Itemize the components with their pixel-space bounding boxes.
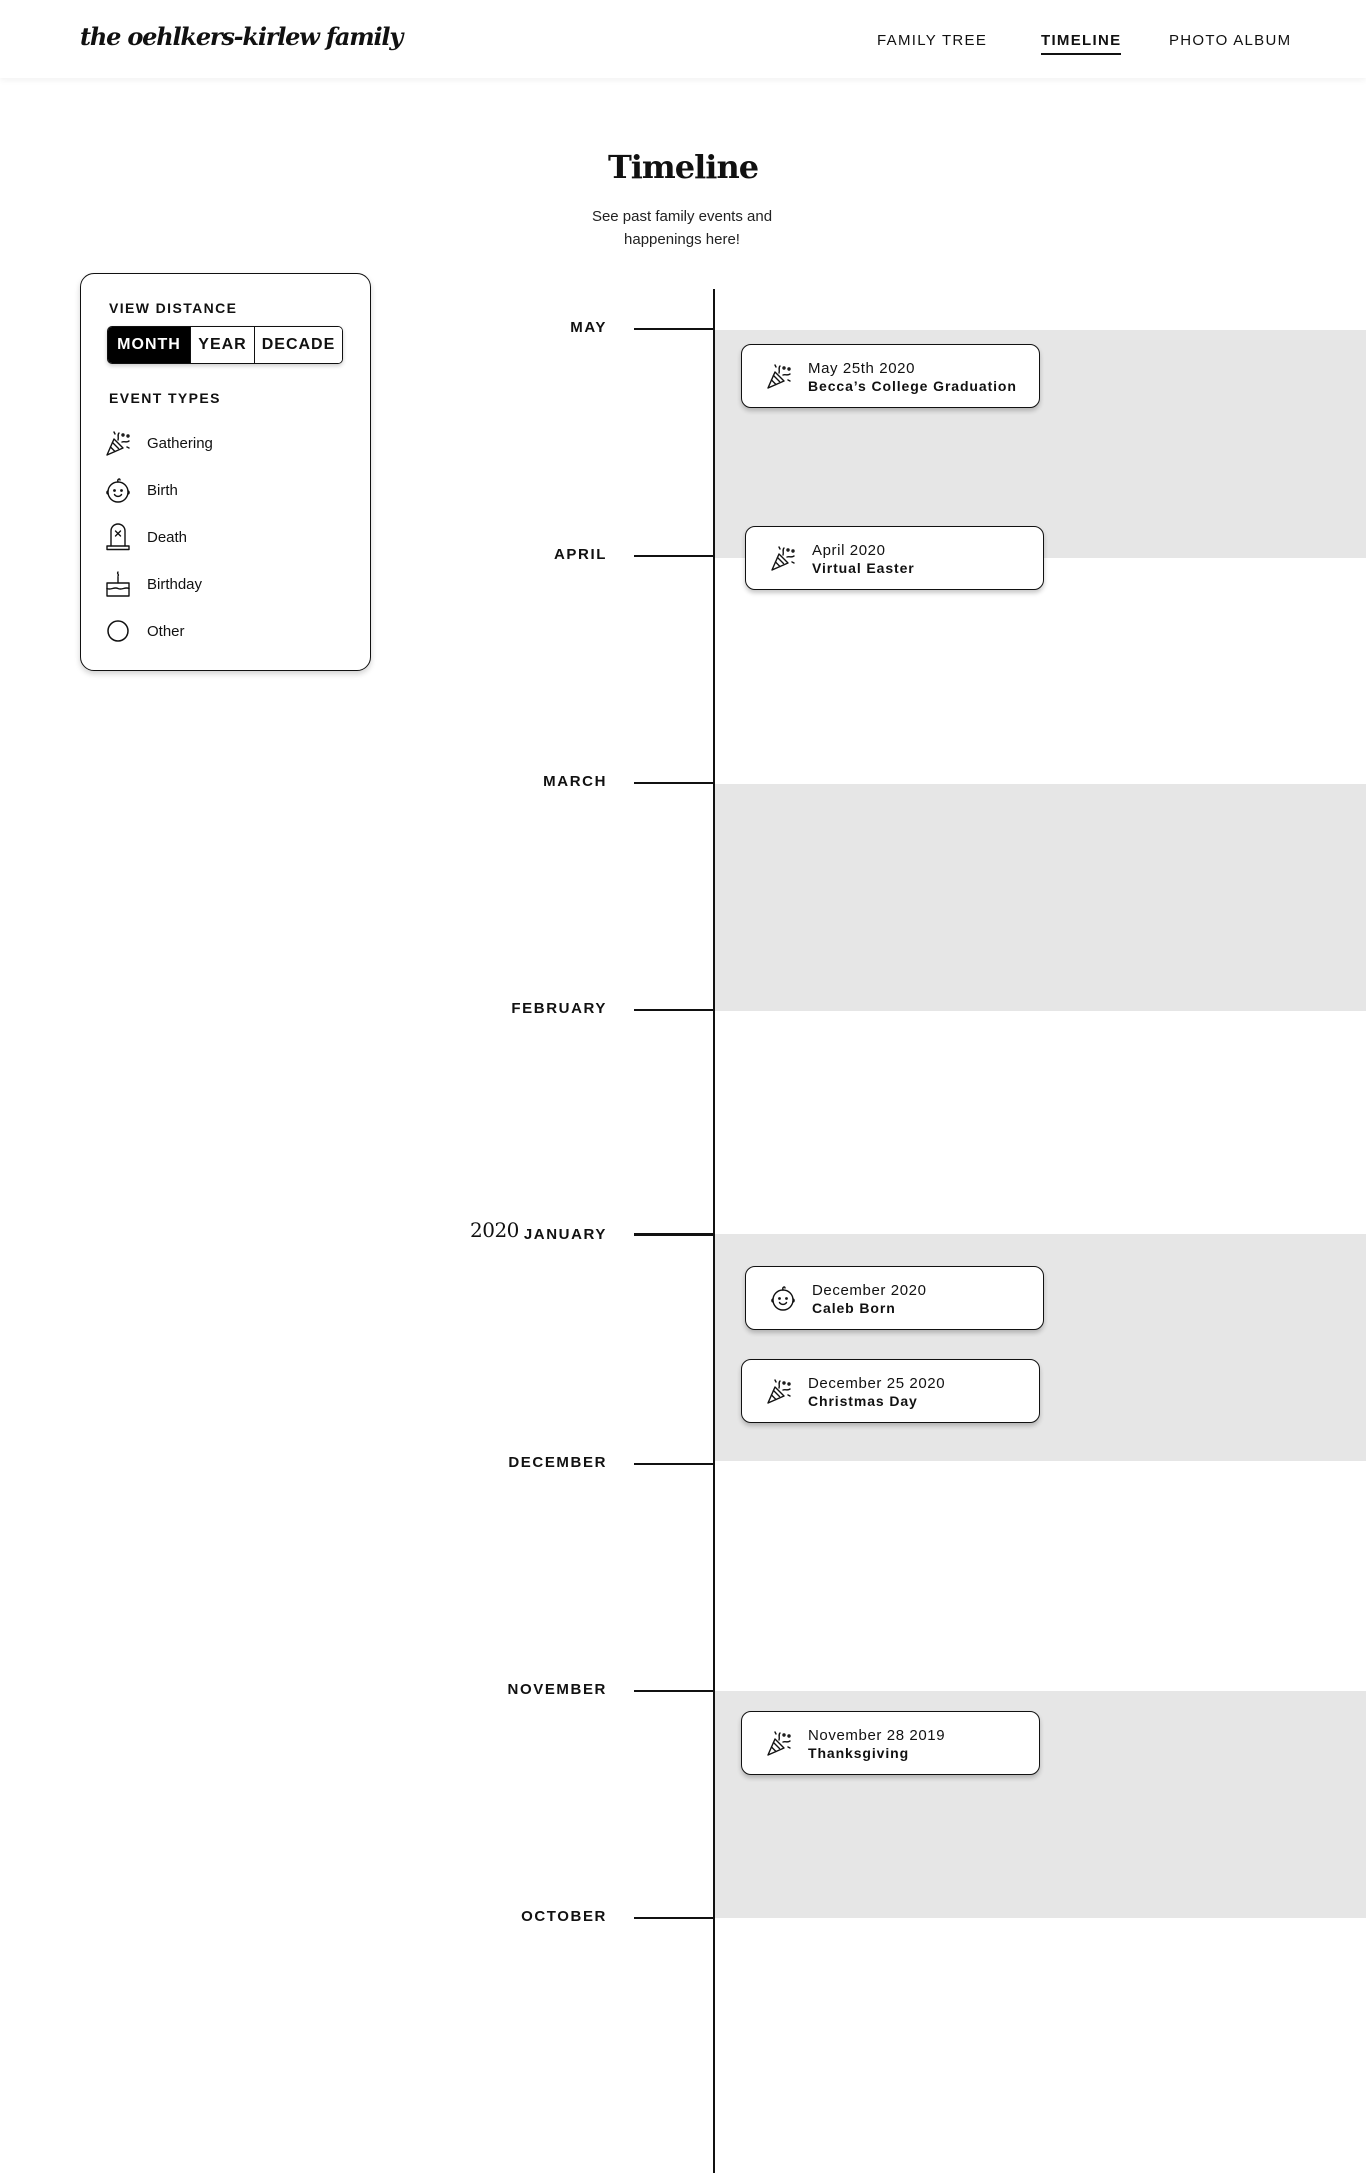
event-card-caleb-born[interactable]	[745, 1266, 1044, 1330]
view-decade-button[interactable]: DECADE	[254, 327, 342, 363]
year-label: 2020	[470, 1218, 519, 1242]
event-title: Christmas Day	[808, 1393, 918, 1409]
event-card-virtual-easter[interactable]	[745, 526, 1044, 590]
event-title: Caleb Born	[812, 1300, 896, 1316]
view-distance-heading: VIEW DISTANCE	[109, 300, 238, 316]
event-date: April 2020	[812, 542, 886, 559]
party-popper-icon	[768, 543, 798, 573]
event-date: December 2020	[812, 1282, 927, 1299]
party-popper-icon	[764, 1728, 794, 1758]
month-label-november: NOVEMBER	[507, 1681, 607, 1698]
legend-death[interactable]	[103, 520, 187, 554]
site-header	[0, 0, 1366, 78]
month-tick	[634, 1690, 714, 1692]
event-card-graduation[interactable]	[741, 344, 1040, 408]
page-subtitle: See past family events and happenings here!	[591, 208, 773, 248]
legend-birthday[interactable]	[103, 567, 202, 601]
event-title: Virtual Easter	[812, 560, 915, 576]
month-tick	[634, 555, 714, 557]
legend-death-label: Death	[147, 528, 188, 546]
nav-photo-album[interactable]: PHOTO ALBUM	[1169, 32, 1292, 49]
legend-birth-label: Birth	[147, 481, 178, 499]
event-date: December 25 2020	[808, 1375, 946, 1392]
month-label-may: MAY	[570, 319, 607, 336]
month-tick	[634, 1009, 714, 1011]
month-label-february: FEBRUARY	[511, 1000, 607, 1017]
month-tick	[634, 1917, 714, 1919]
legend-gathering-label: Gathering	[147, 434, 213, 452]
legend-birth[interactable]	[103, 473, 178, 507]
baby-face-icon	[768, 1283, 798, 1313]
month-label-march: MARCH	[543, 773, 607, 790]
event-title: Becca’s College Graduation	[808, 378, 1017, 394]
month-tick	[634, 328, 714, 330]
legend-other[interactable]	[103, 614, 185, 648]
event-title: Thanksgiving	[808, 1745, 910, 1761]
legend-birthday-label: Birthday	[147, 575, 203, 593]
nav-family-tree[interactable]: FAMILY TREE	[877, 32, 988, 49]
filter-panel	[80, 273, 371, 671]
event-types-heading: EVENT TYPES	[109, 390, 221, 406]
baby-face-icon	[103, 475, 133, 505]
month-label-october: OCTOBER	[521, 1908, 607, 1925]
month-band-march	[714, 784, 1366, 1011]
legend-other-label: Other	[147, 622, 185, 640]
legend-gathering[interactable]	[103, 426, 213, 460]
gravestone-icon	[103, 522, 133, 552]
circle-icon	[103, 616, 133, 646]
year-tick	[634, 1233, 714, 1236]
event-date: May 25th 2020	[808, 360, 916, 377]
month-tick	[634, 1463, 714, 1465]
cake-icon	[103, 569, 133, 599]
party-popper-icon	[103, 428, 133, 458]
month-label-april: APRIL	[554, 546, 607, 563]
nav-timeline[interactable]: TIMELINE	[1041, 32, 1121, 55]
month-label-december: DECEMBER	[508, 1454, 607, 1471]
view-month-button[interactable]: MONTH	[108, 327, 190, 363]
party-popper-icon	[764, 1376, 794, 1406]
timeline-axis	[713, 289, 715, 2173]
event-card-christmas-day[interactable]	[741, 1359, 1040, 1423]
event-card-thanksgiving[interactable]	[741, 1711, 1040, 1775]
site-logo[interactable]: the oehlkers-kirlew family	[80, 22, 403, 51]
party-popper-icon	[764, 361, 794, 391]
month-tick	[634, 782, 714, 784]
view-distance-toggle	[107, 326, 343, 364]
page-title: Timeline	[607, 148, 759, 186]
event-date: November 28 2019	[808, 1727, 946, 1744]
view-year-button[interactable]: YEAR	[190, 327, 254, 363]
month-label-january: JANUARY	[523, 1226, 607, 1243]
